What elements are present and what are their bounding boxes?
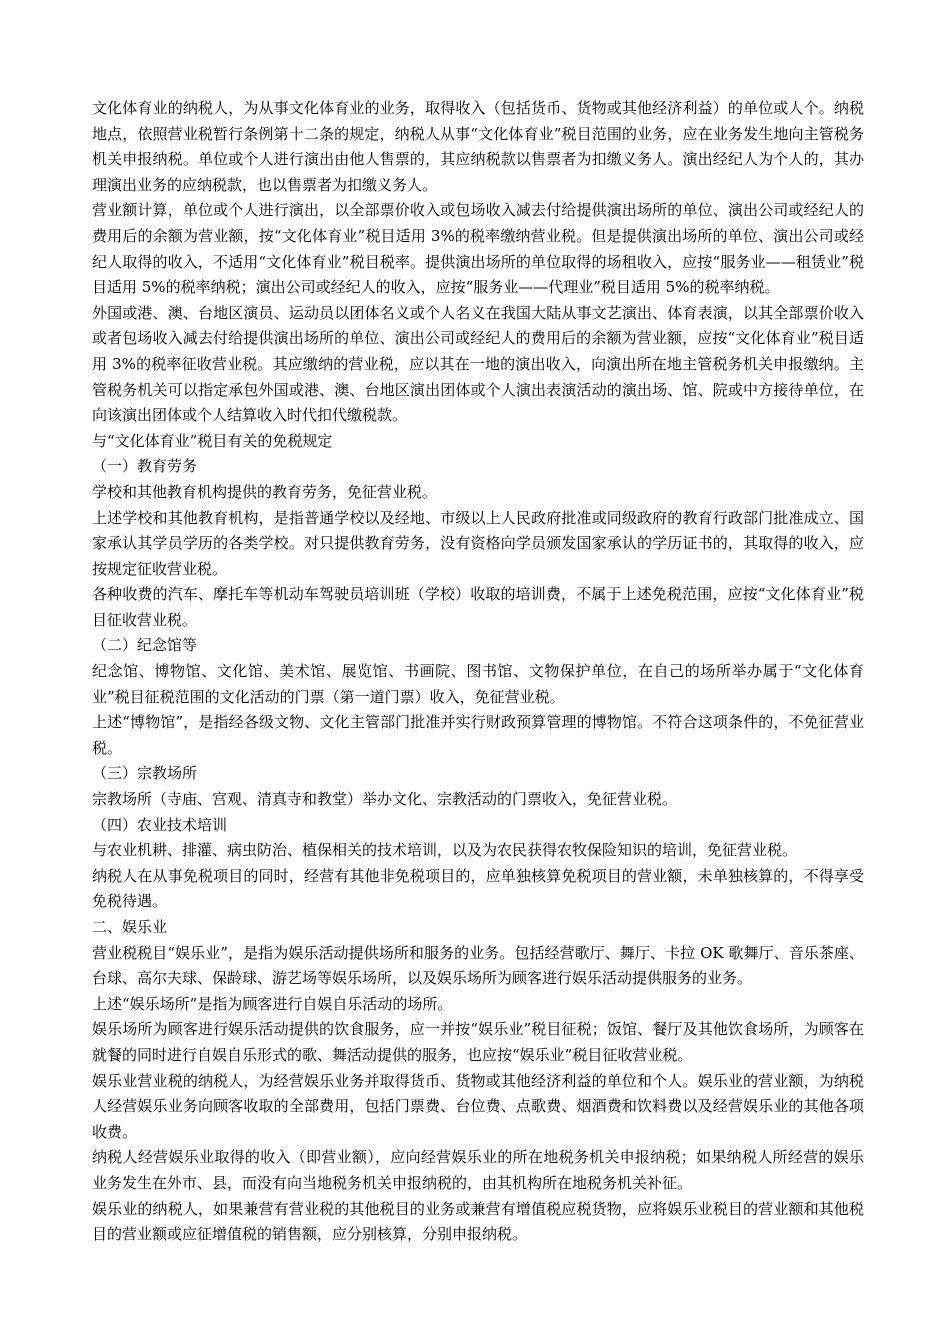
paragraph-culture-sports-taxpayer: 文化体育业的纳税人，为从事文化体育业的业务，取得收入（包括货币、货物或其他经济利益）的单位或人个。纳税地点，依照营业税暂行条例第十二条的规定，纳税人从事“文化体育业”税目范围的业务，应在业务发生地向主管税务机关申报纳税。单位或个人进行演出由他人售票的，其应纳税款以售票者为扣缴义务人。演出经纪人为个人的，其办理演出业务的应纳税款，也以售票者为扣缴义务人。 xyxy=(92,99,864,194)
paragraph-turnover-calculation: 营业额计算，单位或个人进行演出，以全部票价收入或包场收入减去付给提供演出场所的单位、演出公司或经纪人的费用后的余额为营业额，按“文化体育业”税目适用 3%的税率缴纳营业税。但是提供演出场所的单位、演出公司或经纪人取得的收入，不适用“文化体育业”税目税率。提供演出场所的单位取得的场租收入，应按“服务业——租赁业”税目适用 5%的税率纳税；演出公司或经纪人的收入，应按“服务业——代理业”税目适用 5%的税率纳税。 xyxy=(92,201,864,297)
paragraph-foreign-performers: 外国或港、澳、台地区演员、运动员以团体名义或个人名义在我国大陆从事文艺演出、体育表演，以其全部票价收入或者包场收入减去付给提供演出场所的单位、演出公司或经纪人的费用后的余额为营业额，应按“文化体育业”税目适用 3%的税率征收营业税。其应缴纳的营业税，应以其在一地的演出收入，向演出所在地主管税务机关申报缴纳。主管税务机关可以指定承包外国或港、澳、台地区演出团体或个人演出表演活动的演出场、馆、院或中方接待单位，在向该演出团体或个人结算收入时代扣代缴税款。 xyxy=(92,303,864,425)
heading-education-services: （一）教育劳务 xyxy=(92,457,198,476)
paragraph-entertainment-venue: 上述“娱乐场所”是指为顾客进行自娱自乐活动的场所。 xyxy=(92,994,453,1013)
paragraph-education-institutions: 上述学校和其他教育机构，是指普通学校以及经地、市级以上人民政府批准或同级政府的教育行政部门批准成立、国家承认其学员学历的各类学校。对只提供教育劳务，没有资格向学员颁发国家承认的学历证书的，其取得的收入，应按规定征收营业税。 xyxy=(92,508,864,578)
paragraph-entertainment-filing-location: 纳税人经营娱乐业取得的收入（即营业额），应向经营娱乐业的所在地税务机关申报纳税；如果纳税人所经营的娱乐业务发生在外市、县，而没有向当地税务机关申报纳税的，由其机构所在地税务机关补征。 xyxy=(92,1148,864,1192)
heading-entertainment-industry: 二、娱乐业 xyxy=(92,918,168,936)
paragraph-entertainment-definition: 营业税税目“娱乐业”，是指为娱乐活动提供场所和服务的业务。包括经营歌厅、舞厅、卡拉 OK 歌舞厅、音乐茶座、台球、高尔夫球、保龄球、游艺场等娱乐场所，以及娱乐场所为顾客进行娱乐活动提供服务的业务。 xyxy=(92,943,864,988)
heading-religious-sites: （三）宗教场所 xyxy=(92,764,198,783)
paragraph-religious-sites-exempt: 宗教场所（寺庙、宫观、清真寺和教堂）举办文化、宗教活动的门票收入，免征营业税。 xyxy=(92,790,678,809)
heading-exemption-rules: 与“文化体育业”税目有关的免税规定 xyxy=(92,431,333,450)
heading-memorial-halls: （二）纪念馆等 xyxy=(92,636,198,655)
paragraph-separate-accounting: 纳税人在从事免税项目的同时，经营有其他非免税项目的，应单独核算免税项目的营业额，未单独核算的，不得享受免税待遇。 xyxy=(92,866,864,911)
paragraph-mixed-operations: 娱乐业的纳税人，如果兼营有营业税的其他税目的业务或兼营有增值税应税货物，应将娱乐业税目的营业额和其他税目的营业额或应征增值税的销售额，应分别核算，分别申报纳税。 xyxy=(92,1199,864,1244)
paragraph-entertainment-taxpayer: 娱乐业营业税的纳税人，为经营娱乐业务并取得货币、货物或其他经济利益的单位和个人。娱乐业的营业额，为纳税人经营娱乐业务向顾客收取的全部费用，包括门票费、台位费、点歌费、烟酒费和饮料费以及经营娱乐业的其他各项收费。 xyxy=(92,1071,864,1141)
document-body xyxy=(92,96,864,1248)
paragraph-driver-training: 各种收费的汽车、摩托车等机动车驾驶员培训班（学校）收取的培训费，不属于上述免税范围，应按“文化体育业”税目征收营业税。 xyxy=(92,585,864,629)
paragraph-museum-definition: 上述“博物馆”，是指经各级文物、文化主管部门批准并实行财政预算管理的博物馆。不符合这项条件的，不免征营业税。 xyxy=(92,713,864,757)
paragraph-education-exempt: 学校和其他教育机构提供的教育劳务，免征营业税。 xyxy=(92,482,438,501)
paragraph-catering-services: 娱乐场所为顾客进行娱乐活动提供的饮食服务，应一并按“娱乐业”税目征税；饭馆、餐厅及其他饮食场所，为顾客在就餐的同时进行自娱自乐形式的歌、舞活动提供的服务，也应按“娱乐业”税目征收营业税。 xyxy=(92,1020,864,1064)
heading-agricultural-training: （四）农业技术培训 xyxy=(92,815,228,834)
paragraph-agricultural-training-exempt: 与农业机耕、排灌、病虫防治、植保相关的技术培训，以及为农民获得农牧保险知识的培训，免征营业税。 xyxy=(92,841,798,860)
paragraph-memorial-halls-exempt: 纪念馆、博物馆、文化馆、美术馆、展览馆、书画院、图书馆、文物保护单位，在自己的场所举办属于“文化体育业”税目征税范围的文化活动的门票（第一道门票）收入，免征营业税。 xyxy=(92,662,864,706)
